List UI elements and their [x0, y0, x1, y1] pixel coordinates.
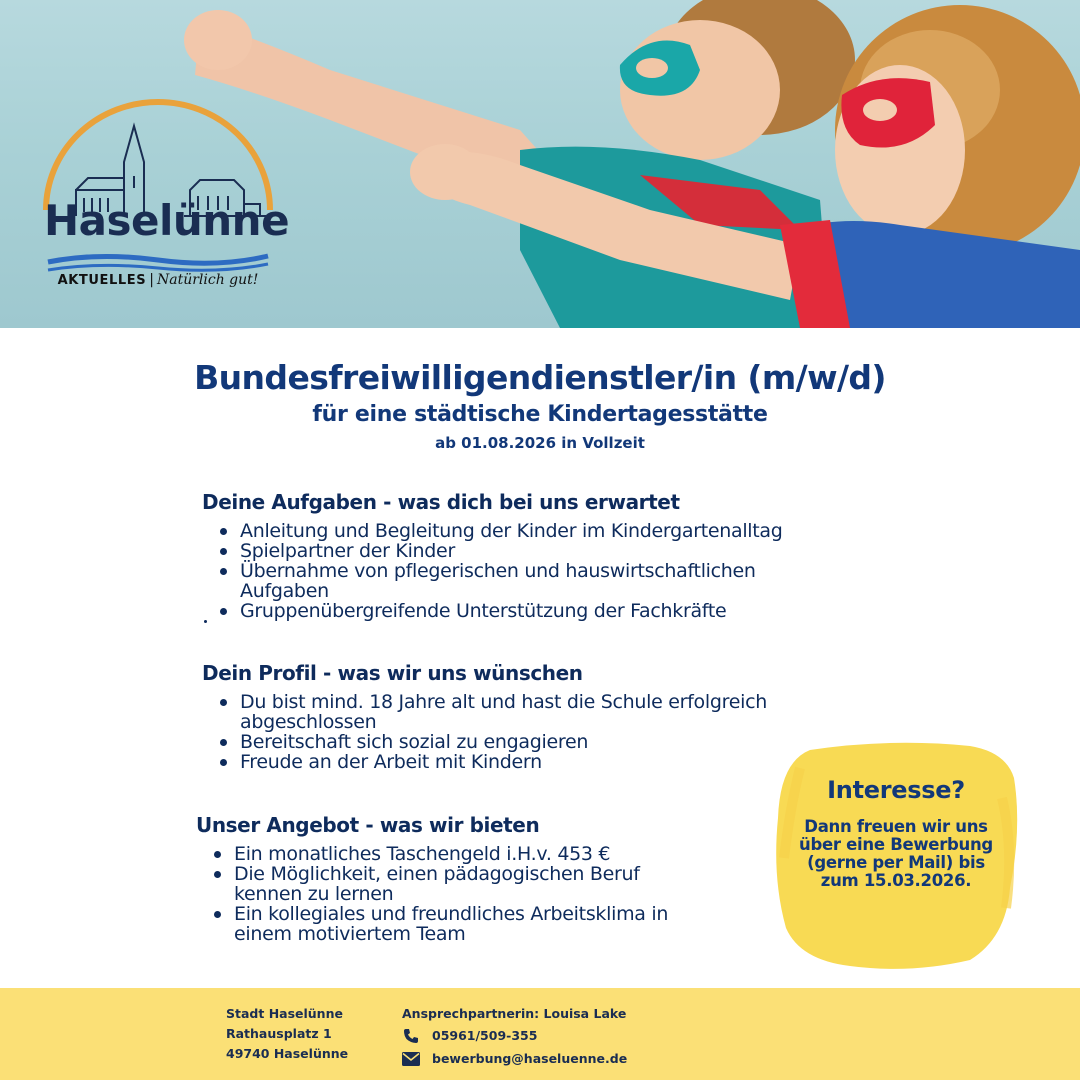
- logo-wave: [48, 256, 268, 263]
- job-subtitle: für eine städtische Kindertagesstätte: [312, 402, 768, 427]
- job-title-block: [0, 356, 1080, 456]
- logo-tagline-separator: |: [149, 272, 154, 288]
- phone-number: 05961/509-355: [432, 1028, 538, 1043]
- email-line[interactable]: [402, 1048, 627, 1070]
- list-item: Du bist mind. 18 Jahre alt und hast die Schule erfolgreich abgeschlossen: [214, 692, 834, 732]
- logo-tagline-slogan: Natürlich gut!: [156, 272, 259, 288]
- section-title: Deine Aufgaben - was dich bei uns erwartet: [202, 490, 680, 514]
- contact-block: [402, 1004, 627, 1070]
- phone-line[interactable]: [402, 1025, 627, 1047]
- address-line: 49740 Haselünne: [226, 1046, 349, 1061]
- haseluenne-logo: [38, 92, 290, 302]
- start-date-line: ab 01.08.2026 in Vollzeit: [435, 434, 645, 452]
- contact-person: Ansprechpartnerin: Louisa Lake: [402, 1006, 627, 1021]
- callout-title: Interesse?: [827, 776, 965, 804]
- footer: [0, 988, 1080, 1080]
- logo-tagline: [38, 272, 278, 288]
- address-line: Rathausplatz 1: [226, 1026, 332, 1041]
- interest-callout: [770, 738, 1022, 974]
- address-line: Stadt Haselünne: [226, 1006, 343, 1021]
- logo-wordmark: Haselünne: [44, 196, 290, 245]
- section-title: Dein Profil - was wir uns wünschen: [202, 661, 583, 685]
- offer-list: [208, 844, 736, 944]
- list-item: Ein monatliches Taschengeld i.H.v. 453 €: [208, 844, 736, 864]
- logo-arch: [46, 102, 270, 210]
- task-list: [214, 521, 882, 621]
- list-item: Gruppenübergreifende Unterstützung der Fachkräfte: [214, 601, 882, 621]
- phone-icon: [402, 1028, 420, 1044]
- list-item: Übernahme von pflegerischen und hauswirtschaftlichen Aufgaben: [214, 561, 834, 601]
- section-offer: [196, 811, 736, 944]
- hero-photo: [0, 0, 1080, 328]
- stray-dot: [204, 620, 207, 623]
- job-title: Bundesfreiwilligendienstler/in (m/w/d): [194, 358, 886, 397]
- list-item: Die Möglichkeit, einen pädagogischen Beruf kennen zu lernen: [208, 864, 708, 904]
- logo-tagline-main: AKTUELLES: [57, 273, 147, 288]
- list-item: Ein kollegiales und freundliches Arbeitsklima in einem motiviertem Team: [208, 904, 708, 944]
- list-item: Bereitschaft sich sozial zu engagieren: [214, 732, 882, 752]
- callout-text: Dann freuen wir uns über eine Bewerbung (gerne per Mail) bis zum 15.03.2026.: [799, 817, 993, 890]
- section-title: Unser Angebot - was wir bieten: [196, 813, 540, 837]
- section-tasks: [202, 488, 882, 621]
- list-item: Spielpartner der Kinder: [214, 541, 882, 561]
- address-block: [226, 1004, 348, 1064]
- email-address: bewerbung@haseluenne.de: [432, 1051, 628, 1066]
- list-item: Anleitung und Begleitung der Kinder im Kindergartenalltag: [214, 521, 882, 541]
- mail-icon: [402, 1051, 420, 1067]
- list-item: Freude an der Arbeit mit Kindern: [214, 752, 882, 772]
